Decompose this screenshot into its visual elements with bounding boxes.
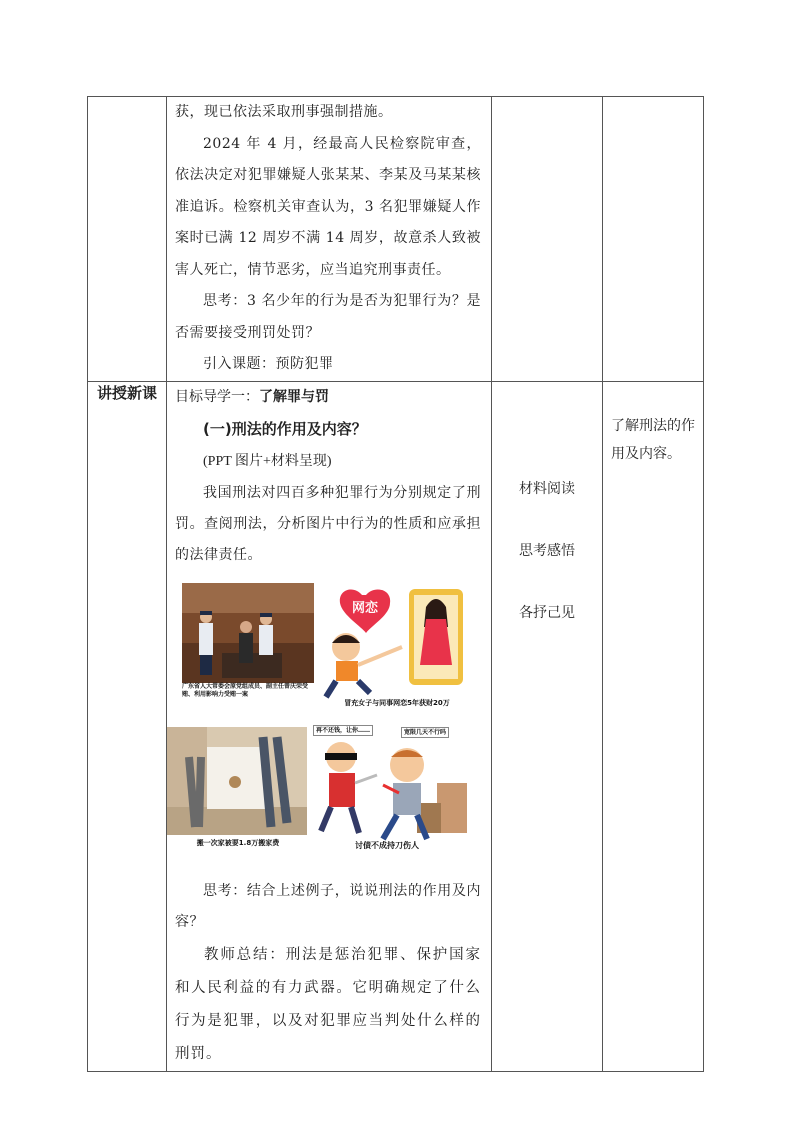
activity-item-1: 材料阅读	[519, 480, 575, 497]
row-label-cell	[88, 97, 167, 382]
intro-topic: 引入课题：预防犯罪	[203, 356, 334, 372]
intro-question: 思考：3 名少年的行为是否为犯罪行为？是否需要接受刑罚处罚？	[175, 293, 481, 341]
teacher-summary: 教师总结：刑法是惩治犯罪、保护国家和人民利益的有力武器。它明确规定了什么行为是犯罪，以及对犯罪应当判处什么样的刑罚。	[175, 946, 481, 1062]
heart-text: 网恋	[351, 600, 379, 616]
intro-paragraph-2: 2024 年 4 月，经最高人民检察院审查，依法决定对犯罪嫌疑人张某某、李某及马某某核准追诉。检察机关审查认为，3 名犯罪嫌疑人作案时已满 12 周岁不满 14 周岁，故意杀人致被害人死亡，情节恶劣，应当追究刑事责任。	[175, 135, 481, 278]
image-caption-1: 广东省人大常委会原党组成员、副主任曾庆荣受贿、利用影响力受贿一案	[182, 683, 314, 700]
objective-text: 了解刑法的作用及内容。	[611, 417, 695, 462]
image-caption-3: 搬一次家被要1.8万搬家费	[167, 839, 309, 848]
intro-content-cell	[167, 97, 492, 382]
speech-bubble-1: 再不还钱，让你……	[313, 725, 373, 736]
goal-line	[167, 382, 491, 412]
think-question: 思考：结合上述例子，说说刑法的作用及内容？	[175, 882, 481, 930]
activity-item-3: 各抒己见	[519, 604, 575, 621]
table-row-intro	[88, 97, 704, 382]
lesson-content-cell	[167, 381, 492, 1071]
image-caption-4: 讨债不成持刀伤人	[307, 841, 467, 850]
goal-title: 了解罪与罚	[259, 388, 329, 405]
objective-cell-empty	[603, 97, 704, 382]
intro-paragraph-1: 获，现已依法采取刑事强制措施。	[175, 104, 393, 120]
table-row-new-lesson	[88, 381, 704, 1071]
online-romance-cartoon	[314, 587, 480, 710]
ppt-note: (PPT 图片+材料呈现)	[203, 453, 332, 469]
moving-box-photo	[167, 727, 309, 852]
courtroom-photo	[182, 583, 314, 700]
goal-prefix: 目标导学一：	[175, 388, 259, 405]
image-caption-2: 冒充女子与同事网恋5年获财20万	[322, 699, 472, 708]
speech-bubble-2: 宽限几天不行吗	[401, 727, 449, 738]
knife-attack-cartoon	[307, 723, 467, 853]
row-label-new-lesson: 讲授新课	[88, 381, 167, 1071]
lesson-plan-table	[87, 96, 704, 1072]
activity-item-2: 思考感悟	[519, 542, 575, 559]
activity-list	[492, 382, 602, 664]
activity-cell-empty	[492, 97, 603, 382]
material-intro: 我国刑法对四百多种犯罪行为分别规定了刑罚。查阅刑法，分析图片中行为的性质和应承担的法律责任。	[175, 484, 481, 563]
objective-cell	[603, 381, 704, 1071]
activity-cell	[492, 381, 603, 1071]
case-images	[167, 583, 491, 868]
section-heading: (一)刑法的作用及内容？	[203, 419, 367, 438]
